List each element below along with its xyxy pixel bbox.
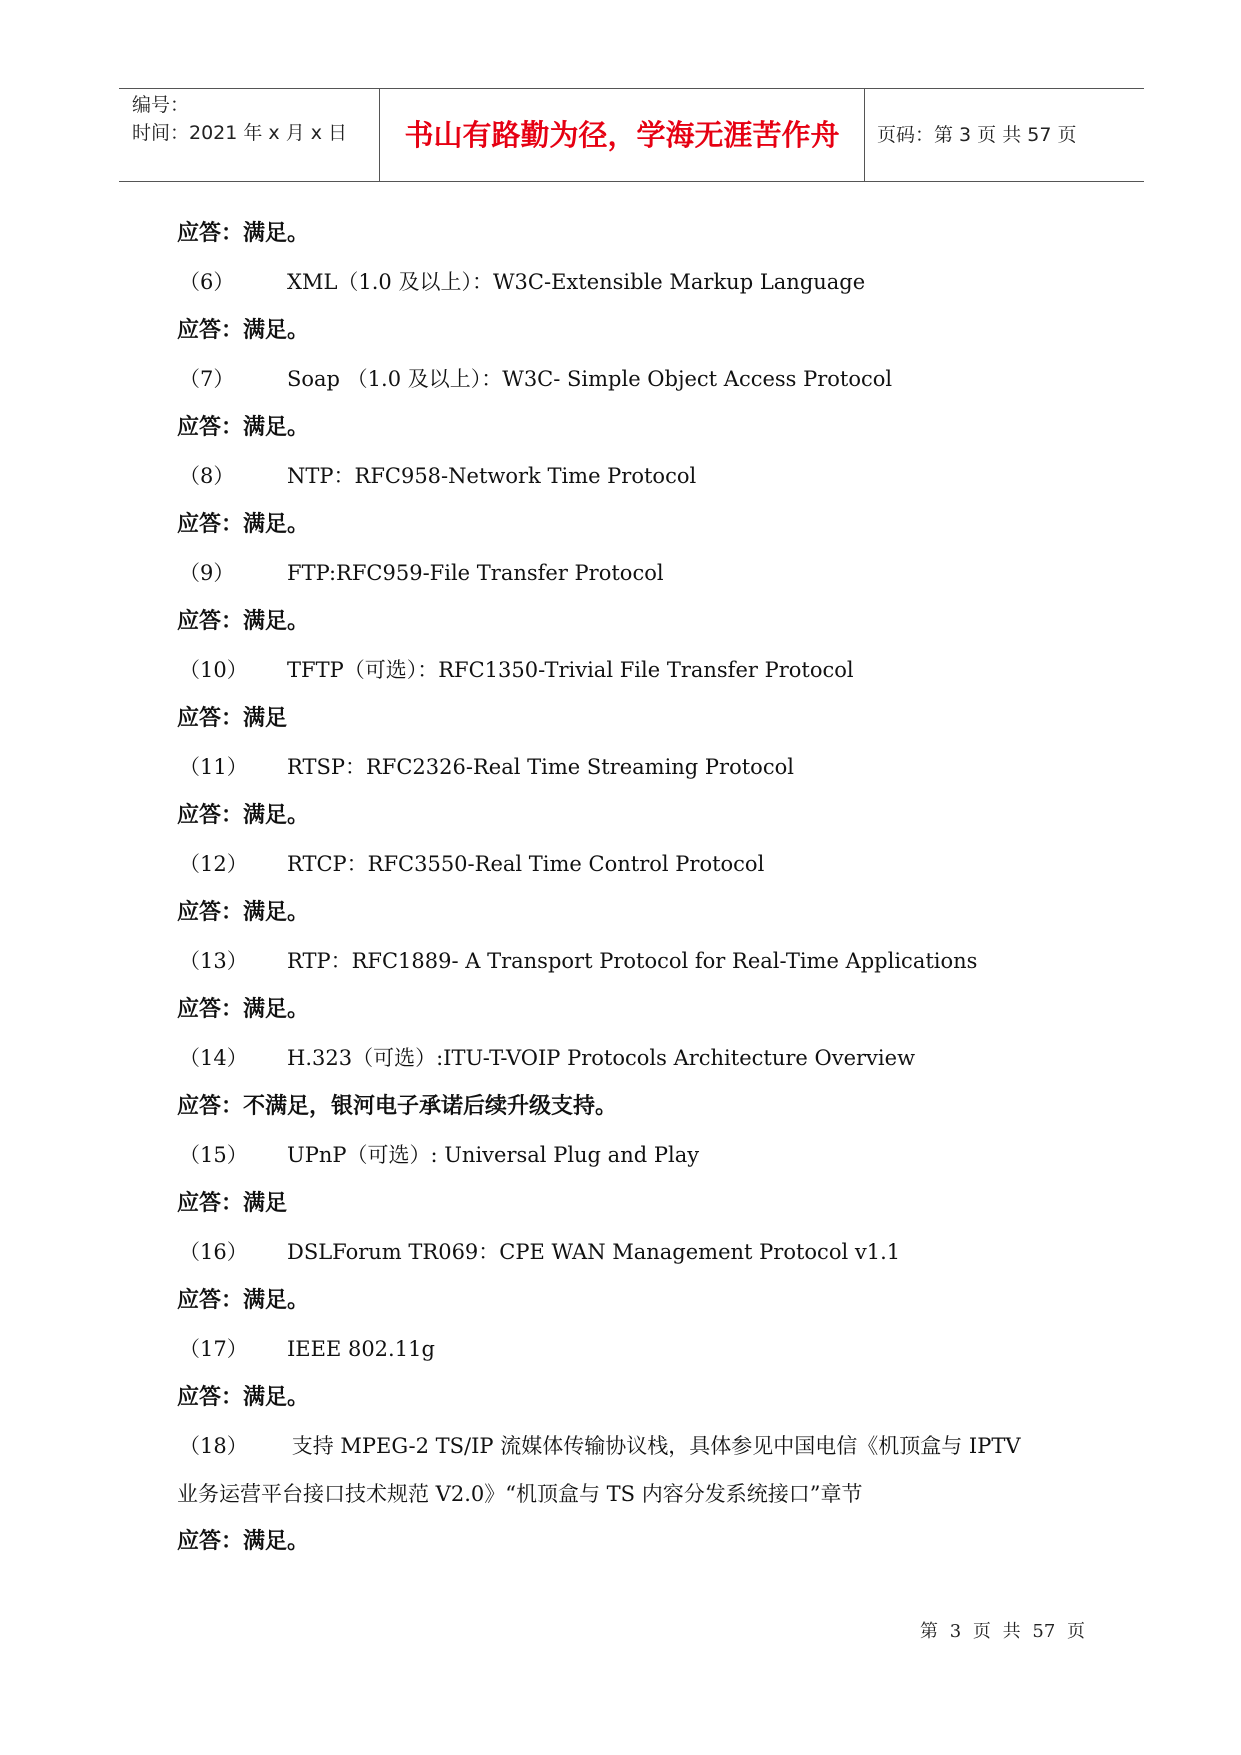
document-body [177, 220, 1097, 1576]
item-text: UPnP（可选）: Universal Plug and Play [287, 1143, 700, 1167]
answer-line: 应答：满足 [177, 706, 288, 731]
answer-line: 应答：满足。 [177, 900, 310, 925]
requirement-item [177, 850, 1097, 899]
page-header [119, 88, 1144, 182]
item-text: NTP：RFC958-Network Time Protocol [287, 464, 697, 488]
item-number: （8） [179, 464, 235, 488]
requirement-item [177, 1141, 1097, 1190]
answer-line: 应答：满足 [177, 1191, 288, 1216]
item-text-continued: 业务运营平台接口技术规范 V2.0》“机顶盒与 TS 内容分发系统接口”章节 [177, 1482, 863, 1506]
header-motto: 书山有路勤为径，学海无涯苦作舟 [379, 89, 865, 181]
item-text: IEEE 802.11g [287, 1337, 435, 1361]
item-number: （13） [179, 949, 248, 973]
item-text: RTP：RFC1889- A Transport Protocol for Real-Time Applications [287, 949, 978, 973]
item-number: （9） [179, 561, 235, 585]
item-text: RTCP：RFC3550-Real Time Control Protocol [287, 852, 765, 876]
page-footer: 第 3 页 共 57 页 [920, 1621, 1085, 1642]
item-number: （11） [179, 755, 248, 779]
answer-line: 应答：满足。 [177, 415, 310, 440]
item-number: （16） [179, 1240, 248, 1264]
answer-line: 应答：满足。 [177, 803, 310, 828]
item-text: FTP:RFC959-File Transfer Protocol [287, 561, 664, 585]
answer-line: 应答：满足。 [177, 1288, 310, 1313]
requirement-item [177, 462, 1097, 511]
requirement-item [177, 559, 1097, 608]
item-number: （17） [179, 1337, 248, 1361]
item-text: RTSP：RFC2326-Real Time Streaming Protocol [287, 755, 794, 779]
requirement-item [177, 753, 1097, 802]
requirement-item [177, 1044, 1097, 1093]
item-text: H.323（可选）:ITU-T-VOIP Protocols Architecture Overview [287, 1046, 916, 1070]
document-number-label: 编号： [132, 94, 190, 116]
item-text: DSLForum TR069：CPE WAN Management Protocol v1.1 [287, 1240, 901, 1264]
answer-line: 应答：满足。 [177, 512, 310, 537]
answer-line: 应答：满足。 [177, 1529, 310, 1554]
item-text: 支持 MPEG-2 TS/IP 流媒体传输协议栈，具体参见中国电信《机顶盒与 IPTV [291, 1434, 1021, 1458]
answer-line: 应答：满足。 [177, 1385, 310, 1410]
answer-line: 应答：满足。 [177, 997, 310, 1022]
answer-line: 应答：满足。 [177, 318, 310, 343]
answer-line: 应答：满足。 [177, 221, 310, 246]
header-meta [119, 89, 379, 181]
item-text: TFTP（可选）：RFC1350-Trivial File Transfer Protocol [287, 658, 854, 682]
item-first-line [179, 1432, 1021, 1460]
item-number: （10） [179, 658, 248, 682]
answer-line: 应答：不满足，银河电子承诺后续升级支持。 [177, 1094, 618, 1119]
item-number: （7） [179, 367, 235, 391]
requirement-item [177, 365, 1097, 414]
item-text: XML（1.0 及以上）：W3C-Extensible Markup Language [287, 270, 866, 294]
requirement-item [177, 1238, 1097, 1287]
requirement-item [177, 947, 1097, 996]
item-text: Soap （1.0 及以上）：W3C- Simple Object Access Protocol [287, 367, 893, 391]
item-number: （12） [179, 852, 248, 876]
item-number: （18） [179, 1434, 248, 1458]
item-number: （6） [179, 270, 235, 294]
item-number: （15） [179, 1143, 248, 1167]
header-page-number: 页码：第 3 页 共 57 页 [877, 124, 1077, 146]
document-time-label: 时间：2021 年 x 月 x 日 [132, 122, 348, 144]
item-number: （14） [179, 1046, 248, 1070]
answer-line: 应答：满足。 [177, 609, 310, 634]
requirement-item [177, 1335, 1097, 1384]
requirement-item [177, 268, 1097, 317]
requirement-item [177, 656, 1097, 705]
requirement-item [177, 1432, 1097, 1528]
